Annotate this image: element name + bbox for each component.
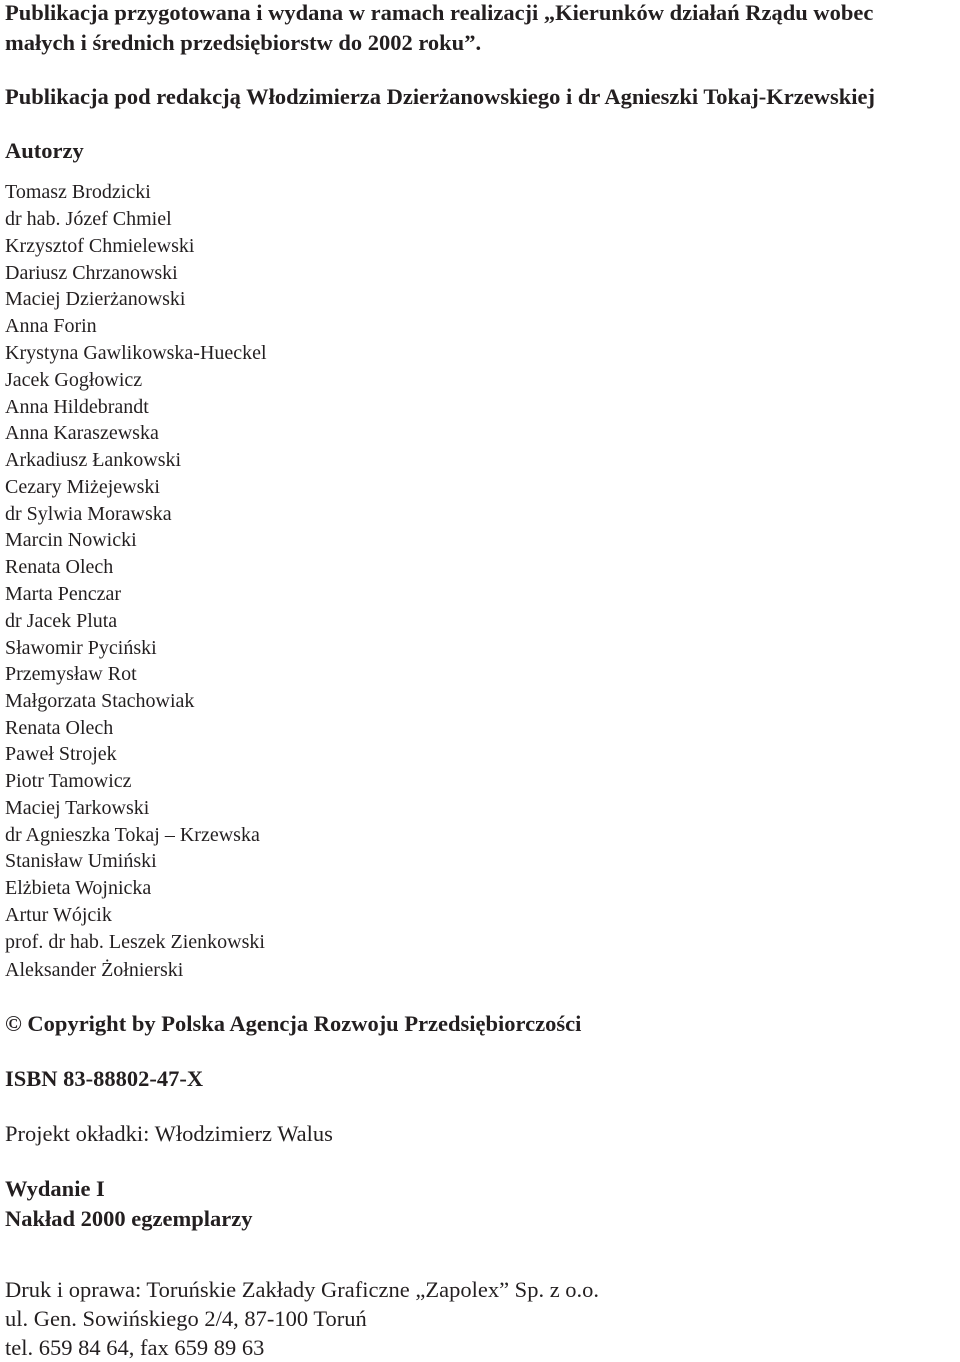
- author-item: Aleksander Żołnierski: [5, 959, 184, 981]
- author-item: Piotr Tamowicz: [5, 770, 132, 792]
- cover-design-credit: Projekt okładki: Włodzimierz Walus: [5, 1121, 333, 1146]
- author-item: Małgorzata Stachowiak: [5, 690, 195, 712]
- author-item: Artur Wójcik: [5, 904, 112, 926]
- author-item: Anna Hildebrandt: [5, 396, 149, 418]
- intro-line-1: Publikacja przygotowana i wydana w ramach realizacji „Kierunków działań Rządu wobec: [5, 0, 874, 25]
- author-item: Anna Forin: [5, 315, 97, 337]
- author-item: Krzysztof Chmielewski: [5, 235, 195, 257]
- author-item: Maciej Dzierżanowski: [5, 288, 186, 310]
- author-item: Cezary Miżejewski: [5, 476, 160, 498]
- author-item: Maciej Tarkowski: [5, 797, 150, 819]
- author-item: Dariusz Chrzanowski: [5, 262, 178, 284]
- author-item: dr Sylwia Morawska: [5, 503, 172, 525]
- intro-line-2: małych i średnich przedsiębiorstw do 2002 roku”.: [5, 30, 482, 55]
- author-item: dr Agnieszka Tokaj – Krzewska: [5, 824, 260, 846]
- isbn: ISBN 83-88802-47-X: [5, 1066, 204, 1091]
- copyright-notice: © Copyright by Polska Agencja Rozwoju Przedsiębiorczości: [5, 1011, 582, 1036]
- editor-credit: Publikacja pod redakcją Włodzimierza Dzierżanowskiego i dr Agnieszki Tokaj-Krzewskiej: [5, 84, 875, 109]
- printer-phone: tel. 659 84 64, fax 659 89 63: [5, 1335, 265, 1360]
- author-item: Anna Karaszewska: [5, 422, 159, 444]
- author-item: Tomasz Brodzicki: [5, 181, 151, 203]
- author-item: Elżbieta Wojnicka: [5, 877, 152, 899]
- printer-credit: Druk i oprawa: Toruńskie Zakłady Graficzne „Zapolex” Sp. z o.o.: [5, 1277, 600, 1302]
- author-item: Marta Penczar: [5, 583, 122, 605]
- edition-label: Wydanie I: [5, 1176, 105, 1201]
- author-item: Stanisław Umiński: [5, 850, 157, 872]
- author-item: Przemysław Rot: [5, 663, 137, 685]
- author-item: Jacek Gogłowicz: [5, 369, 143, 391]
- author-item: prof. dr hab. Leszek Zienkowski: [5, 931, 265, 953]
- author-item: Arkadiusz Łankowski: [5, 449, 182, 471]
- author-item: Renata Olech: [5, 556, 114, 578]
- author-item: Sławomir Pyciński: [5, 637, 157, 659]
- author-item: Marcin Nowicki: [5, 529, 137, 551]
- author-item: dr hab. Józef Chmiel: [5, 208, 172, 230]
- author-item: dr Jacek Pluta: [5, 610, 118, 632]
- authors-heading: Autorzy: [5, 138, 84, 163]
- printer-address: ul. Gen. Sowińskiego 2/4, 87-100 Toruń: [5, 1306, 367, 1331]
- author-item: Krystyna Gawlikowska-Hueckel: [5, 342, 267, 364]
- author-item: Paweł Strojek: [5, 743, 117, 765]
- author-item: Renata Olech: [5, 717, 114, 739]
- print-run: Nakład 2000 egzemplarzy: [5, 1206, 253, 1231]
